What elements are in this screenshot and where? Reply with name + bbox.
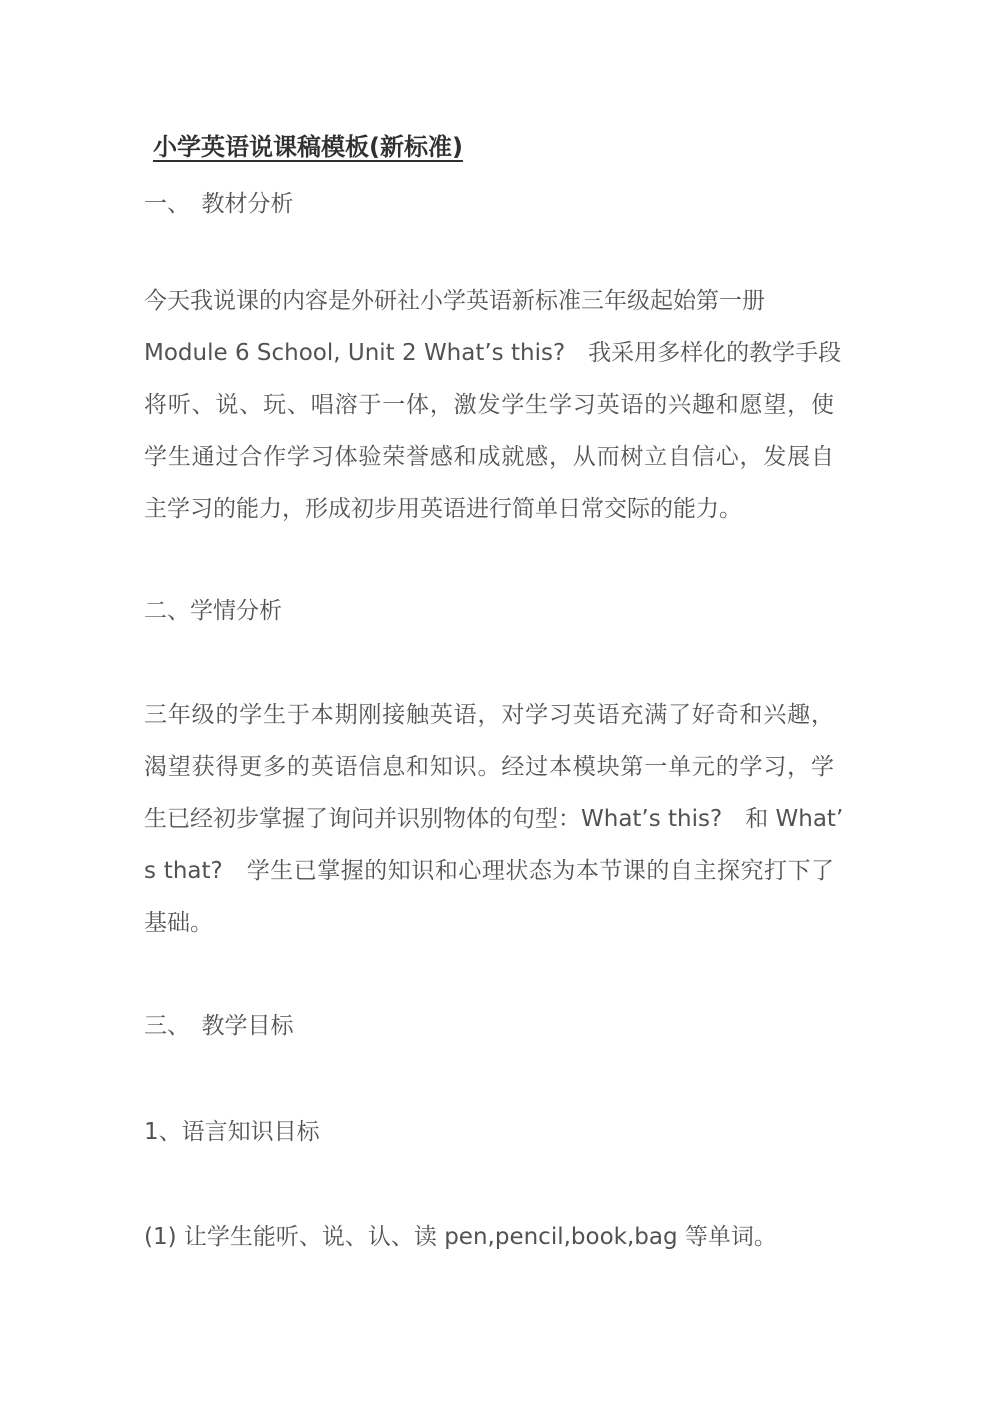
paragraph-line: 今天我说课的内容是外研社小学英语新标准三年级起始第一册 <box>144 288 765 314</box>
paragraph-line: 生已经初步掌握了询问并识别物体的句型：What’s this? 和 What’ <box>144 806 844 832</box>
paragraph-line: 将听、说、玩、唱溶于一体，激发学生学习英语的兴趣和愿望，使 <box>144 392 834 418</box>
document-title <box>144 132 834 162</box>
paragraph-line: Module 6 School, Unit 2 What’s this? 我采用多样化的教学手段 <box>144 340 842 366</box>
paragraph-line: 基础。 <box>144 910 213 936</box>
section-2-paragraph <box>144 689 844 949</box>
paragraph-line: 三年级的学生于本期刚接触英语，对学习英语充满了好奇和兴趣， <box>144 702 834 728</box>
section-1-heading: 一、 教材分析 <box>144 191 294 217</box>
paragraph-line: s that? 学生已掌握的知识和心理状态为本节课的自主探究打下了 <box>144 858 834 884</box>
subsection-heading-language-knowledge: 1、语言知识目标 <box>144 1119 320 1145</box>
objective-item-1: (1) 让学生能听、说、认、读 pen,pencil,book,bag 等单词。 <box>144 1224 777 1250</box>
paragraph-line: 渴望获得更多的英语信息和知识。经过本模块第一单元的学习，学 <box>144 754 834 780</box>
paragraph-line: 学生通过合作学习体验荣誉感和成就感，从而树立自信心，发展自 <box>144 444 834 470</box>
document-title-text: 小学英语说课稿模板(新标准) <box>153 133 463 161</box>
section-3-heading: 三、 教学目标 <box>144 1013 294 1039</box>
section-1-paragraph <box>144 275 842 535</box>
section-2-heading: 二、学情分析 <box>144 598 282 624</box>
paragraph-line: 主学习的能力，形成初步用英语进行简单日常交际的能力。 <box>144 496 742 522</box>
